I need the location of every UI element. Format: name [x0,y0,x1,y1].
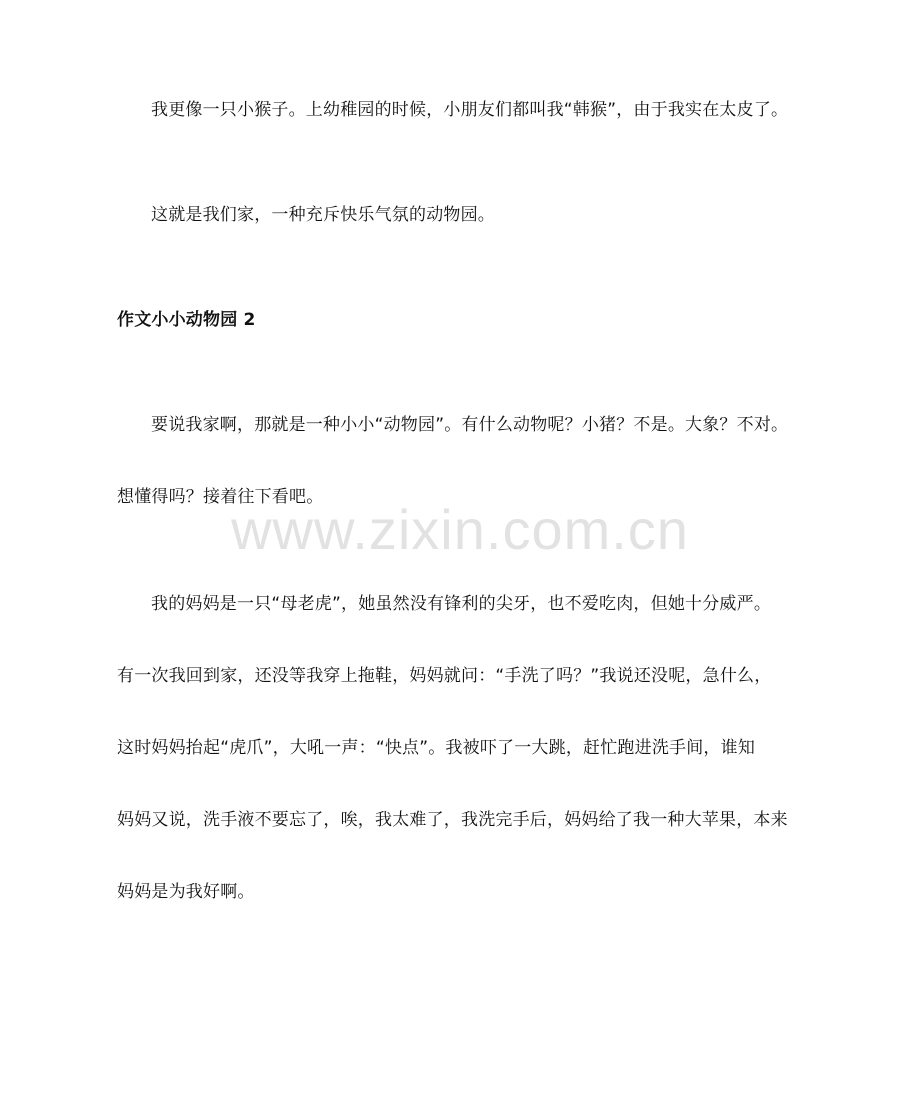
essay-heading: 作文小小动物园 2 [117,310,256,330]
paragraph-intro-line-1: 要说我家啊，那就是一种小小“动物园”。有什么动物呢？小猪？不是。大象？不对。 [151,415,789,435]
paragraph-monkey: 我更像一只小猴子。上幼稚园的时候，小朋友们都叫我“韩猴”，由于我实在太皮了。 [151,100,789,120]
paragraph-mother-line-3: 这时妈妈抬起“虎爪”，大吼一声：“快点”。我被吓了一大跳，赶忙跑进洗手间，谁知 [117,738,756,758]
paragraph-family-zoo: 这就是我们家，一种充斥快乐气氛的动物园。 [151,205,495,225]
watermark: www.zixin.com.cn [231,498,689,561]
paragraph-mother-line-4: 妈妈又说，洗手液不要忘了，唉，我太难了，我洗完手后，妈妈给了我一种大苹果，本来 [117,810,788,830]
paragraph-mother-line-5: 妈妈是为我好啊。 [117,882,255,902]
paragraph-mother-line-1: 我的妈妈是一只“母老虎”，她虽然没有锋利的尖牙，也不爱吃肉，但她十分威严。 [151,594,772,614]
paragraph-intro-line-2: 想懂得吗？接着往下看吧。 [117,487,324,507]
paragraph-mother-line-2: 有一次我回到家，还没等我穿上拖鞋，妈妈就问：“手洗了吗？”我说还没呢，急什么， [117,666,772,686]
